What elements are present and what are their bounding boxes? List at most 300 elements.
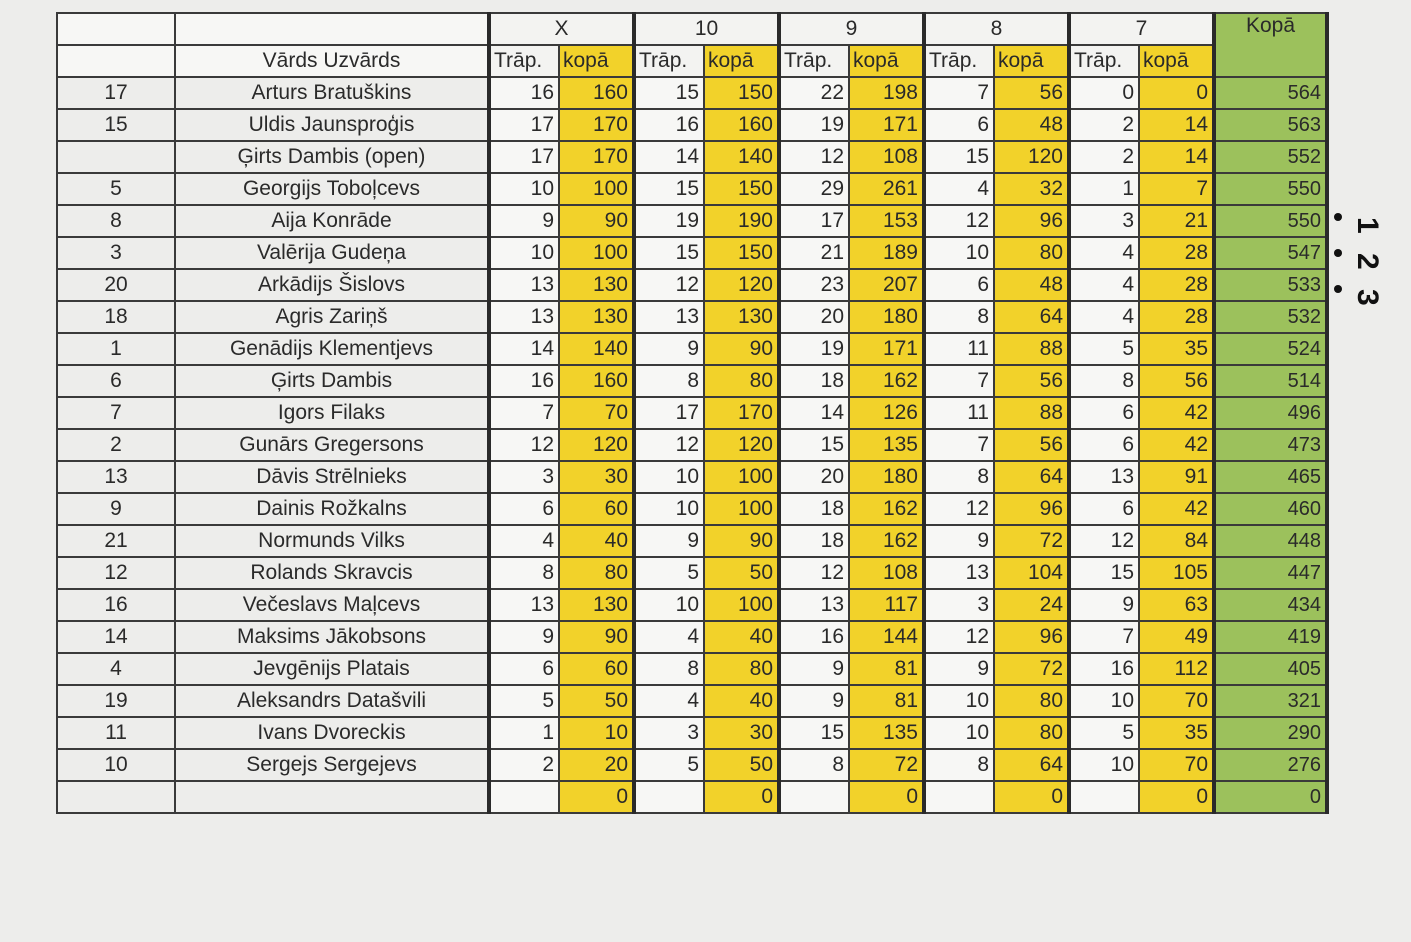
table-row [57,621,1327,653]
place-number: 2 [1351,253,1384,270]
points-cell: 207 [849,269,924,301]
hit-count-cell: 11 [924,333,994,365]
points-cell: 162 [849,493,924,525]
hit-count-cell: 16 [1069,653,1139,685]
hit-count-cell [924,781,994,813]
grand-total-cell: 321 [1214,685,1327,717]
hit-count-cell: 6 [924,109,994,141]
hit-count-cell: 14 [489,333,559,365]
sub-header-count: Trāp. [634,45,704,77]
hit-count-cell: 19 [634,205,704,237]
points-cell: 108 [849,557,924,589]
hit-count-cell: 9 [489,621,559,653]
competitor-name-cell: Igors Filaks [175,397,489,429]
points-cell: 60 [559,493,634,525]
points-cell: 70 [559,397,634,429]
hit-count-cell: 12 [924,205,994,237]
points-cell: 130 [559,301,634,333]
points-cell: 100 [704,589,779,621]
points-cell: 130 [559,269,634,301]
table-row [57,109,1327,141]
competitor-name-cell: Uldis Jaunsproģis [175,109,489,141]
points-cell: 135 [849,429,924,461]
points-cell: 40 [559,525,634,557]
table-row [57,653,1327,685]
grand-total-cell: 514 [1214,365,1327,397]
hit-count-cell: 4 [1069,269,1139,301]
hit-count-cell: 6 [1069,493,1139,525]
points-cell: 20 [559,749,634,781]
start-number-cell: 2 [57,429,175,461]
points-cell: 130 [704,301,779,333]
competitor-name-cell: Ģirts Dambis [175,365,489,397]
hit-count-cell: 15 [634,237,704,269]
points-cell: 90 [559,205,634,237]
points-cell: 28 [1139,237,1214,269]
hit-count-cell: 5 [1069,717,1139,749]
start-number-cell [57,141,175,173]
hit-count-cell: 3 [924,589,994,621]
points-cell: 28 [1139,301,1214,333]
hit-count-cell: 5 [489,685,559,717]
start-number-cell: 16 [57,589,175,621]
competitor-name-cell: Genādijs Klementjevs [175,333,489,365]
hit-count-cell: 11 [924,397,994,429]
hit-count-cell: 12 [1069,525,1139,557]
grand-total-cell: 496 [1214,397,1327,429]
points-cell: 135 [849,717,924,749]
points-cell: 80 [994,685,1069,717]
table-row [57,493,1327,525]
points-cell: 72 [849,749,924,781]
hit-count-cell: 7 [924,365,994,397]
table-row [57,781,1327,813]
hit-count-cell: 1 [1069,173,1139,205]
start-number-cell: 15 [57,109,175,141]
points-cell: 0 [1139,77,1214,109]
hit-count-cell: 20 [779,301,849,333]
points-cell: 70 [1139,749,1214,781]
hit-count-cell: 3 [634,717,704,749]
points-cell: 160 [704,109,779,141]
place-number: 1 [1351,217,1384,234]
hit-count-cell: 14 [634,141,704,173]
points-cell: 140 [704,141,779,173]
competitor-name-cell: Ivans Dvoreckis [175,717,489,749]
points-cell: 162 [849,365,924,397]
hit-count-cell: 10 [489,173,559,205]
points-cell: 81 [849,685,924,717]
hit-count-cell: 13 [1069,461,1139,493]
header-row-sub [57,45,1327,77]
hit-count-cell: 12 [924,493,994,525]
hit-count-cell: 2 [1069,109,1139,141]
hit-count-cell: 4 [1069,237,1139,269]
points-cell: 171 [849,109,924,141]
competitor-name-cell: Arkādijs Šislovs [175,269,489,301]
results-table [56,12,1329,814]
group-header: 10 [634,13,779,45]
hit-count-cell: 10 [1069,749,1139,781]
hit-count-cell: 10 [489,237,559,269]
grand-total-cell: 448 [1214,525,1327,557]
points-cell: 120 [559,429,634,461]
hit-count-cell: 9 [634,525,704,557]
points-cell: 0 [994,781,1069,813]
place-number: 3 [1351,289,1384,306]
points-cell: 91 [1139,461,1214,493]
points-cell: 32 [994,173,1069,205]
points-cell: 60 [559,653,634,685]
start-number-cell: 1 [57,333,175,365]
start-number-cell: 19 [57,685,175,717]
hit-count-cell: 15 [779,429,849,461]
sub-header-total: kopā [849,45,924,77]
hit-count-cell: 19 [779,333,849,365]
table-row [57,429,1327,461]
start-number-cell: 7 [57,397,175,429]
points-cell: 28 [1139,269,1214,301]
hit-count-cell: 6 [924,269,994,301]
hit-count-cell: 4 [924,173,994,205]
points-cell: 90 [704,333,779,365]
hit-count-cell: 13 [924,557,994,589]
points-cell: 30 [704,717,779,749]
sub-header-count: Trāp. [489,45,559,77]
table-row [57,301,1327,333]
points-cell: 180 [849,461,924,493]
points-cell: 104 [994,557,1069,589]
hit-count-cell: 10 [1069,685,1139,717]
hit-count-cell: 9 [924,653,994,685]
hit-count-cell: 10 [634,461,704,493]
competitor-name-cell: Večeslavs Maļcevs [175,589,489,621]
start-number-cell: 17 [57,77,175,109]
start-number-cell: 4 [57,653,175,685]
competitor-name-cell [175,781,489,813]
hit-count-cell: 10 [634,493,704,525]
start-number-cell: 3 [57,237,175,269]
points-cell: 130 [559,589,634,621]
table-row [57,749,1327,781]
hit-count-cell: 5 [1069,333,1139,365]
hit-count-cell: 9 [489,205,559,237]
hit-count-cell: 8 [634,365,704,397]
hit-count-cell: 6 [1069,397,1139,429]
competitor-name-cell: Maksims Jākobsons [175,621,489,653]
points-cell: 170 [559,109,634,141]
hit-count-cell: 7 [924,77,994,109]
competitor-name-cell: Gunārs Gregersons [175,429,489,461]
header-blank-num [57,13,175,45]
hit-count-cell: 13 [489,269,559,301]
points-cell: 0 [559,781,634,813]
start-number-cell: 6 [57,365,175,397]
sub-header-total: kopā [559,45,634,77]
points-cell: 81 [849,653,924,685]
hit-count-cell: 9 [779,653,849,685]
hit-count-cell: 12 [634,429,704,461]
points-cell: 48 [994,269,1069,301]
grand-total-cell: 460 [1214,493,1327,525]
points-cell: 80 [704,653,779,685]
grand-total-cell: 473 [1214,429,1327,461]
sub-header-count: Trāp. [924,45,994,77]
hit-count-cell: 15 [924,141,994,173]
points-cell: 80 [994,717,1069,749]
hit-count-cell: 17 [634,397,704,429]
grand-total-cell: 405 [1214,653,1327,685]
header-blank-num2 [57,45,175,77]
table-row [57,141,1327,173]
hit-count-cell: 12 [779,557,849,589]
hit-count-cell: 2 [489,749,559,781]
points-cell: 42 [1139,429,1214,461]
hit-count-cell: 15 [634,77,704,109]
grand-total-cell: 276 [1214,749,1327,781]
points-cell: 96 [994,205,1069,237]
competitor-name-cell: Normunds Vilks [175,525,489,557]
hit-count-cell: 13 [489,589,559,621]
table-row [57,173,1327,205]
header-blank-name [175,13,489,45]
group-header: 9 [779,13,924,45]
points-cell: 120 [994,141,1069,173]
hit-count-cell: 13 [634,301,704,333]
points-cell: 35 [1139,717,1214,749]
hit-count-cell: 12 [924,621,994,653]
hit-count-cell: 9 [779,685,849,717]
points-cell: 171 [849,333,924,365]
grand-total-cell: 532 [1214,301,1327,333]
grand-total-cell: 533 [1214,269,1327,301]
points-cell: 49 [1139,621,1214,653]
start-number-cell: 9 [57,493,175,525]
points-cell: 14 [1139,109,1214,141]
name-column-header: Vārds Uzvārds [175,45,489,77]
points-cell: 0 [1139,781,1214,813]
points-cell: 261 [849,173,924,205]
hit-count-cell: 10 [634,589,704,621]
points-cell: 112 [1139,653,1214,685]
points-cell: 160 [559,77,634,109]
points-cell: 80 [704,365,779,397]
hit-count-cell: 8 [924,301,994,333]
points-cell: 64 [994,461,1069,493]
grand-total-cell: 447 [1214,557,1327,589]
grand-total-cell: 524 [1214,333,1327,365]
group-header: 8 [924,13,1069,45]
points-cell: 40 [704,685,779,717]
points-cell: 144 [849,621,924,653]
hit-count-cell: 15 [1069,557,1139,589]
handwritten-place-marks [1328,195,1408,315]
hit-count-cell: 18 [779,493,849,525]
hit-count-cell: 6 [1069,429,1139,461]
grand-total-header: Kopā [1214,13,1327,77]
points-cell: 170 [704,397,779,429]
points-cell: 0 [704,781,779,813]
hit-count-cell: 16 [489,365,559,397]
grand-total-cell: 434 [1214,589,1327,621]
hit-count-cell: 16 [779,621,849,653]
hit-count-cell: 8 [1069,365,1139,397]
competitor-name-cell: Valērija Gudeņa [175,237,489,269]
points-cell: 40 [704,621,779,653]
grand-total-cell: 419 [1214,621,1327,653]
points-cell: 42 [1139,397,1214,429]
hit-count-cell: 17 [489,109,559,141]
table-row [57,269,1327,301]
competitor-name-cell: Agris Zariņš [175,301,489,333]
points-cell: 150 [704,77,779,109]
start-number-cell: 13 [57,461,175,493]
points-cell: 21 [1139,205,1214,237]
points-cell: 170 [559,141,634,173]
start-number-cell: 18 [57,301,175,333]
points-cell: 70 [1139,685,1214,717]
competitor-name-cell: Ģirts Dambis (open) [175,141,489,173]
points-cell: 64 [994,749,1069,781]
points-cell: 84 [1139,525,1214,557]
points-cell: 100 [559,237,634,269]
hit-count-cell: 2 [1069,141,1139,173]
points-cell: 120 [704,429,779,461]
hit-count-cell: 7 [1069,621,1139,653]
points-cell: 140 [559,333,634,365]
bullet-mark [1334,249,1342,257]
hit-count-cell: 10 [924,717,994,749]
hit-count-cell: 6 [489,653,559,685]
hit-count-cell: 15 [634,173,704,205]
table-row [57,557,1327,589]
hit-count-cell: 14 [779,397,849,429]
sub-header-total: kopā [1139,45,1214,77]
points-cell: 72 [994,525,1069,557]
start-number-cell: 5 [57,173,175,205]
points-cell: 14 [1139,141,1214,173]
points-cell: 105 [1139,557,1214,589]
table-row [57,333,1327,365]
points-cell: 30 [559,461,634,493]
competitor-name-cell: Arturs Bratuškins [175,77,489,109]
competitor-name-cell: Aija Konrāde [175,205,489,237]
hit-count-cell: 9 [634,333,704,365]
bullet-mark [1334,285,1342,293]
hit-count-cell: 10 [924,685,994,717]
table-row [57,525,1327,557]
group-header: 7 [1069,13,1214,45]
hit-count-cell: 5 [634,557,704,589]
points-cell: 100 [559,173,634,205]
competitor-name-cell: Jevgēnijs Platais [175,653,489,685]
hit-count-cell: 8 [634,653,704,685]
points-cell: 90 [704,525,779,557]
hit-count-cell: 9 [1069,589,1139,621]
points-cell: 50 [559,685,634,717]
start-number-cell: 21 [57,525,175,557]
points-cell: 96 [994,493,1069,525]
start-number-cell [57,781,175,813]
header-row-groups [57,13,1327,45]
hit-count-cell [489,781,559,813]
points-cell: 100 [704,493,779,525]
hit-count-cell: 0 [1069,77,1139,109]
hit-count-cell: 12 [489,429,559,461]
start-number-cell: 10 [57,749,175,781]
hit-count-cell: 7 [489,397,559,429]
points-cell: 100 [704,461,779,493]
sub-header-total: kopā [994,45,1069,77]
points-cell: 7 [1139,173,1214,205]
points-cell: 88 [994,333,1069,365]
start-number-cell: 14 [57,621,175,653]
points-cell: 88 [994,397,1069,429]
points-cell: 126 [849,397,924,429]
points-cell: 150 [704,237,779,269]
sub-header-count: Trāp. [779,45,849,77]
points-cell: 56 [994,77,1069,109]
points-cell: 64 [994,301,1069,333]
start-number-cell: 20 [57,269,175,301]
hit-count-cell: 12 [634,269,704,301]
points-cell: 56 [994,365,1069,397]
points-cell: 108 [849,141,924,173]
points-cell: 48 [994,109,1069,141]
start-number-cell: 8 [57,205,175,237]
competitor-name-cell: Dāvis Strēlnieks [175,461,489,493]
table-row [57,589,1327,621]
hit-count-cell: 8 [489,557,559,589]
table-row [57,461,1327,493]
points-cell: 162 [849,525,924,557]
grand-total-cell: 552 [1214,141,1327,173]
points-cell: 63 [1139,589,1214,621]
hit-count-cell: 7 [924,429,994,461]
hit-count-cell: 4 [489,525,559,557]
hit-count-cell: 21 [779,237,849,269]
hit-count-cell: 23 [779,269,849,301]
points-cell: 0 [849,781,924,813]
competitor-name-cell: Sergejs Sergejevs [175,749,489,781]
grand-total-cell: 564 [1214,77,1327,109]
competitor-name-cell: Dainis Rožkalns [175,493,489,525]
start-number-cell: 12 [57,557,175,589]
table-row [57,237,1327,269]
hit-count-cell: 19 [779,109,849,141]
competitor-name-cell: Georgijs Toboļcevs [175,173,489,205]
hit-count-cell: 18 [779,525,849,557]
bullet-mark [1334,213,1342,221]
hit-count-cell: 15 [779,717,849,749]
grand-total-cell: 550 [1214,173,1327,205]
sub-header-count: Trāp. [1069,45,1139,77]
grand-total-cell: 465 [1214,461,1327,493]
points-cell: 56 [994,429,1069,461]
points-cell: 198 [849,77,924,109]
grand-total-cell: 547 [1214,237,1327,269]
hit-count-cell: 10 [924,237,994,269]
hit-count-cell [634,781,704,813]
hit-count-cell: 3 [1069,205,1139,237]
points-cell: 117 [849,589,924,621]
grand-total-cell: 550 [1214,205,1327,237]
results-body [57,77,1327,813]
points-cell: 80 [994,237,1069,269]
hit-count-cell: 5 [634,749,704,781]
points-cell: 120 [704,269,779,301]
hit-count-cell: 20 [779,461,849,493]
